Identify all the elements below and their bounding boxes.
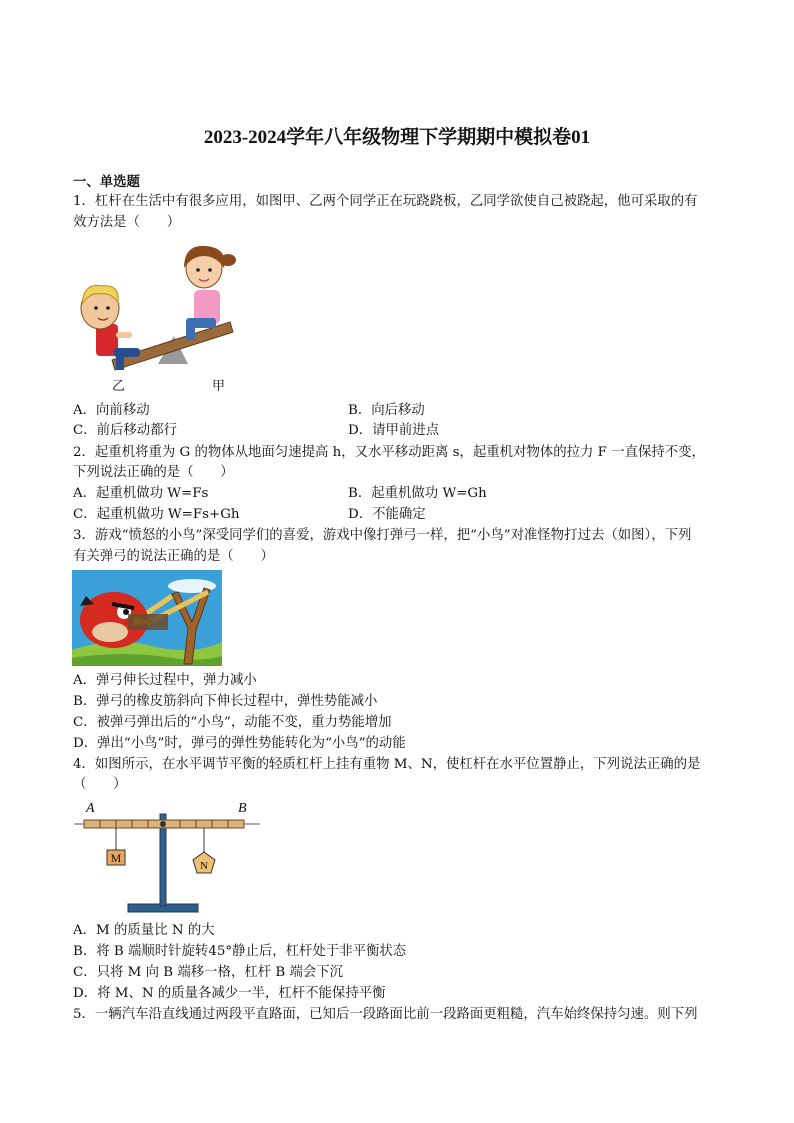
q3-option-b: B．弹弓的橡皮筋斜向下伸长过程中，弹性势能减小	[73, 694, 378, 709]
label-n: N	[200, 860, 208, 872]
q1-stem-line2: 效方法是（ ）	[73, 215, 181, 230]
angry-bird-figure	[72, 570, 222, 666]
q1-option-b: B．向后移动	[348, 403, 425, 418]
q2-option-d: D．不能确定	[348, 507, 426, 522]
section-heading: 一、单选题	[73, 174, 140, 190]
q2-stem-line2: 下列说法正确的是（ ）	[73, 465, 234, 480]
q2-option-c: C．起重机做功 W=Fs+Gh	[73, 507, 240, 522]
q1-option-a: A．向前移动	[73, 403, 150, 418]
q4-stem-line2: （ ）	[73, 777, 127, 792]
q3-stem-line1: 3．游戏“愤怒的小鸟”深受同学们的喜爱，游戏中像打弹弓一样，把“小鸟”对准怪物打过去（如图），下列	[73, 528, 692, 543]
label-yi: 乙	[112, 378, 126, 393]
q4-option-a: A．M 的质量比 N 的大	[73, 923, 215, 938]
q2-option-b: B．起重机做功 W=Gh	[348, 486, 487, 501]
q3-stem-line2: 有关弹弓的说法正确的是（ ）	[73, 549, 274, 564]
q4-stem-line1: 4．如图所示，在水平调节平衡的轻质杠杆上挂有重物 M、N，使杠杆在水平位置静止，下列说法正确的是	[73, 757, 701, 772]
q1-option-d: D．请甲前进点	[348, 423, 440, 438]
page-title: 2023-2024学年八年级物理下学期期中模拟卷01	[203, 127, 591, 148]
q4-option-c: C．只将 M 向 B 端移一格，杠杆 B 端会下沉	[73, 965, 344, 980]
q3-option-a: A．弹弓伸长过程中，弹力减小	[73, 673, 257, 688]
label-m: M	[110, 851, 122, 865]
q2-stem-line1: 2．起重机将重为 G 的物体从地面匀速提高 h，又水平移动距离 s，起重机对物体的拉力 F 一直保持不变，	[73, 445, 705, 460]
q1-option-c: C．前后移动都行	[73, 423, 177, 438]
q3-option-c: C．被弹弓弹出后的“小鸟”，动能不变，重力势能增加	[73, 715, 392, 730]
lever-figure	[72, 796, 262, 918]
seesaw-figure	[76, 238, 252, 394]
q3-option-d: D．弹出“小鸟”时，弹弓的弹性势能转化为“小鸟”的动能	[73, 736, 406, 751]
label-b: B	[238, 801, 247, 816]
q1-stem-line1: 1．杠杆在生活中有很多应用，如图甲、乙两个同学正在玩跷跷板，乙同学欲使自己被跷起，他可采取的有	[73, 194, 698, 209]
label-jia: 甲	[212, 378, 226, 393]
q2-option-a: A．起重机做功 W=Fs	[73, 486, 209, 501]
label-a: A	[86, 801, 95, 816]
q5-stem-line1: 5．一辆汽车沿直线通过两段平直路面，已知后一段路面比前一段路面更粗糙，汽车始终保持匀速。则下列	[73, 1007, 698, 1022]
q4-option-b: B．将 B 端顺时针旋转45°静止后，杠杆处于非平衡状态	[73, 944, 407, 959]
q4-option-d: D．将 M、N 的质量各减少一半，杠杆不能保持平衡	[73, 986, 386, 1001]
lever-pivot	[160, 821, 166, 827]
